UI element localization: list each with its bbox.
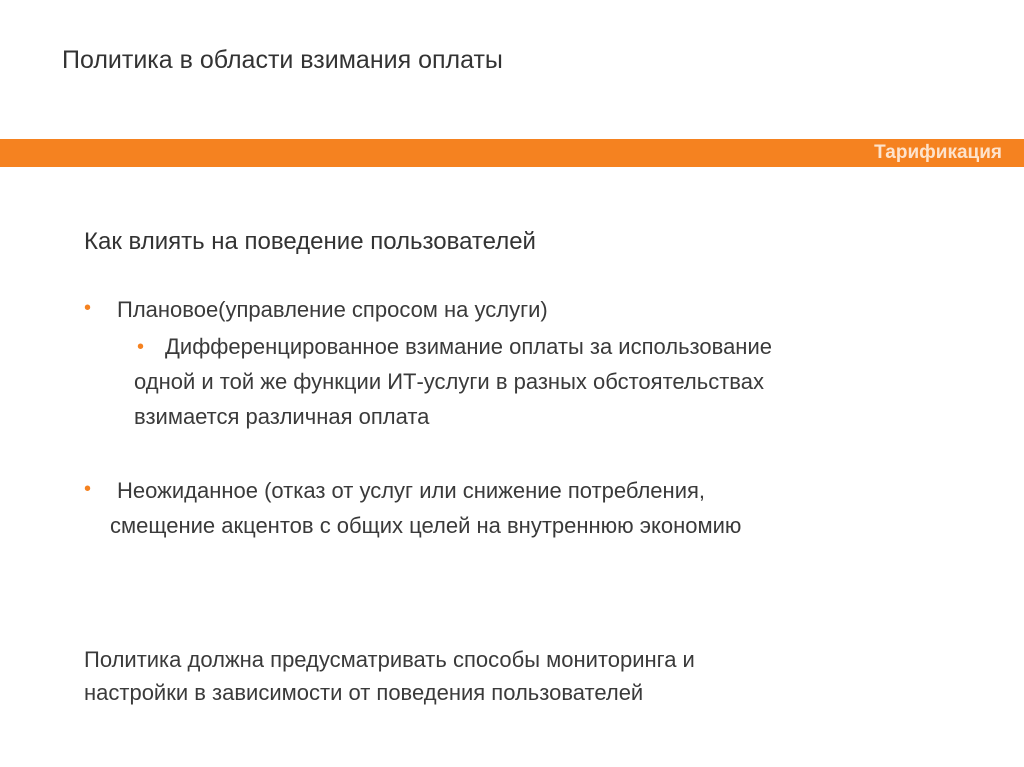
bullet-unexpected-line-2: смещение акцентов с общих целей на внутреннюю экономию [110, 513, 742, 538]
slide-subtitle: Как влиять на поведение пользователей [84, 228, 536, 255]
bullet-marker: • [84, 478, 92, 500]
slide-title: Политика в области взимания оплаты [62, 46, 503, 74]
bullet-planned: Плановое(управление спросом на услуги) [117, 297, 548, 322]
conclusion-line-1: Политика должна предусматривать способы мониторинга и [84, 647, 695, 672]
sub-bullet-line-2: одной и той же функции ИТ-услуги в разных обстоятельствах [134, 369, 764, 394]
bullet-marker: • [84, 297, 92, 319]
sub-bullet-line-1: Дифференцированное взимание оплаты за использование [165, 334, 772, 359]
conclusion-line-2: настройки в зависимости от поведения пользователей [84, 680, 644, 705]
sub-bullet-marker: • [137, 336, 145, 358]
section-label: Тарификация [874, 142, 1002, 163]
conclusion-text [84, 643, 695, 709]
bullet-unexpected-line-1: Неожиданное (отказ от услуг или снижение потребления, [117, 478, 706, 503]
section-band [0, 139, 1024, 167]
sub-bullet-line-3: взимается различная оплата [134, 404, 430, 429]
